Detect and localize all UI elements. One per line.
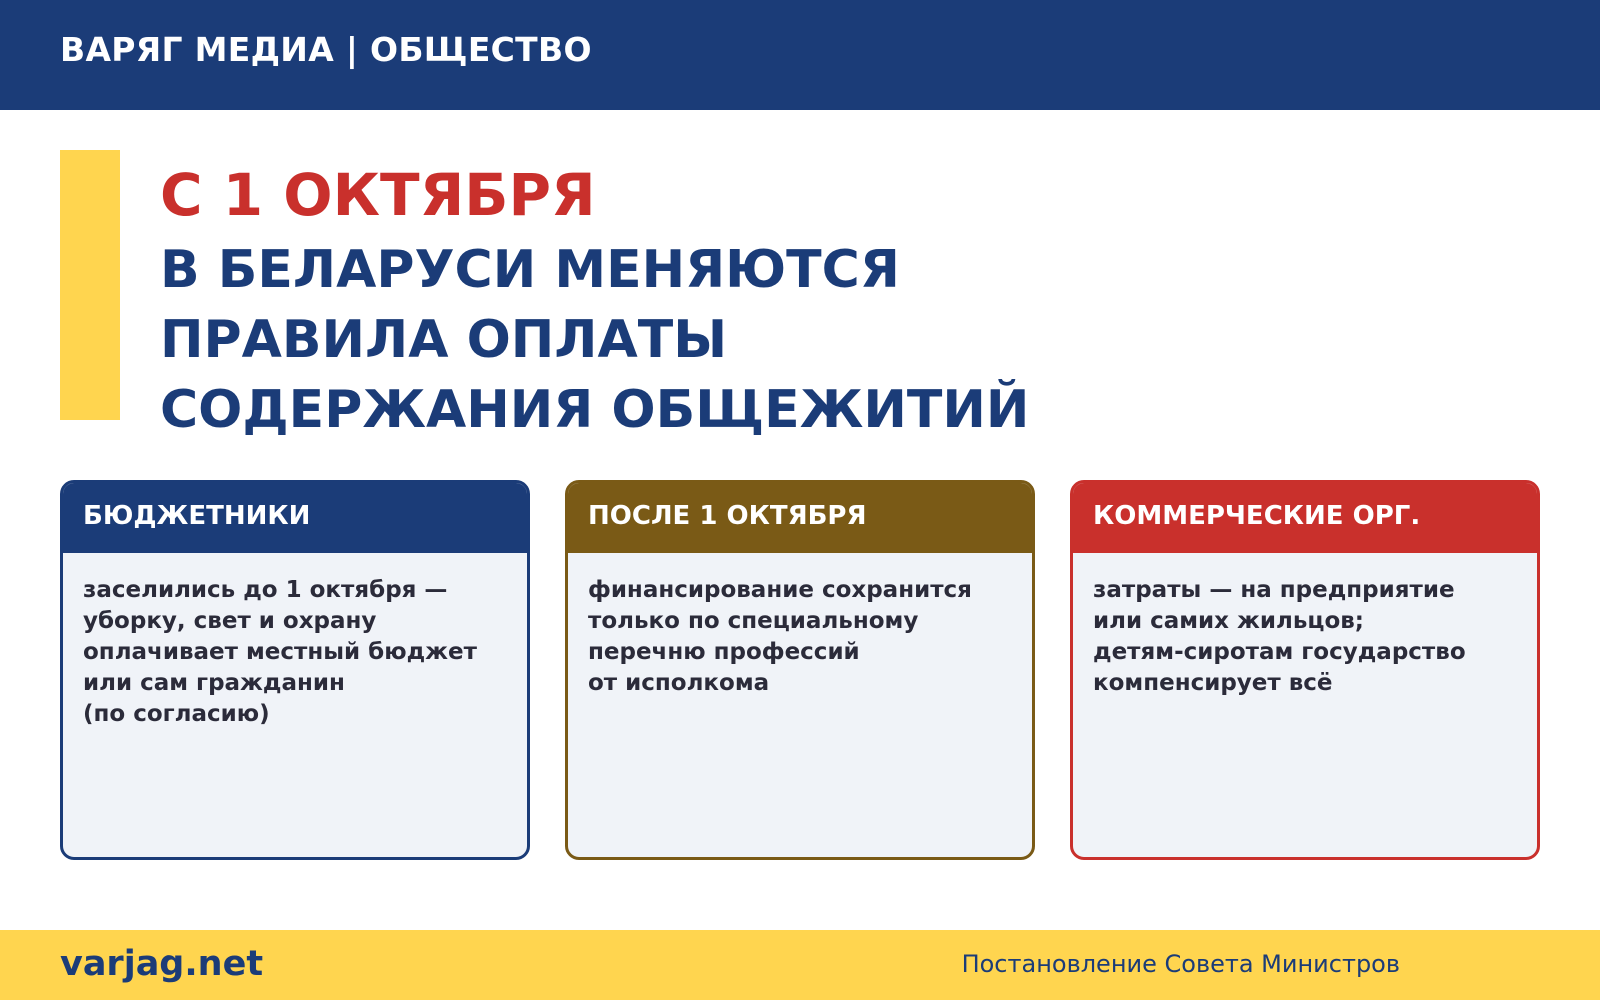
card-text-line: или самих жильцов; — [1093, 608, 1364, 634]
headline-line: СОДЕРЖАНИЯ ОБЩЕЖИТИЙ — [160, 380, 1030, 440]
card-text-line: компенсирует всё — [1093, 670, 1333, 696]
card-body — [1073, 553, 1537, 699]
card-text-line: от исполкома — [588, 670, 770, 696]
headline-date-line: С 1 ОКТЯБРЯ — [160, 161, 596, 229]
footer-site-name: varjag.net — [60, 944, 264, 984]
footer-bar — [0, 930, 1600, 1000]
card-text-line: перечню профессий — [588, 639, 860, 665]
card-text-line: (по согласию) — [83, 701, 270, 727]
info-cards — [60, 480, 1540, 862]
headline-line: ПРАВИЛА ОПЛАТЫ — [160, 310, 728, 370]
card-text-line: или сам гражданин — [83, 670, 345, 696]
card-text-line: только по специальному — [588, 608, 919, 634]
headline — [160, 155, 1260, 445]
card-text-line: финансирование сохранится — [588, 577, 972, 603]
header-title: ВАРЯГ МЕДИА | ОБЩЕСТВО — [60, 30, 592, 69]
card-title: БЮДЖЕТНИКИ — [63, 483, 527, 553]
card-commercial-orgs — [1070, 480, 1540, 860]
header-bar — [0, 0, 1600, 110]
headline-line: В БЕЛАРУСИ МЕНЯЮТСЯ — [160, 240, 900, 300]
card-text-line: оплачивает местный бюджет — [83, 639, 477, 665]
card-text-line: затраты — на предприятие — [1093, 577, 1455, 603]
card-body — [568, 553, 1032, 699]
card-text-line: уборку, свет и охрану — [83, 608, 377, 634]
card-budget-workers — [60, 480, 530, 860]
card-after-october — [565, 480, 1035, 860]
card-text-line: детям-сиротам государство — [1093, 639, 1466, 665]
card-body — [63, 553, 527, 730]
card-title: ПОСЛЕ 1 ОКТЯБРЯ — [568, 483, 1032, 553]
headline-accent-bar — [60, 150, 120, 420]
card-title: КОММЕРЧЕСКИЕ ОРГ. — [1073, 483, 1537, 553]
card-text-line: заселились до 1 октября — — [83, 577, 448, 603]
footer-source: Постановление Совета Министров — [961, 950, 1400, 978]
